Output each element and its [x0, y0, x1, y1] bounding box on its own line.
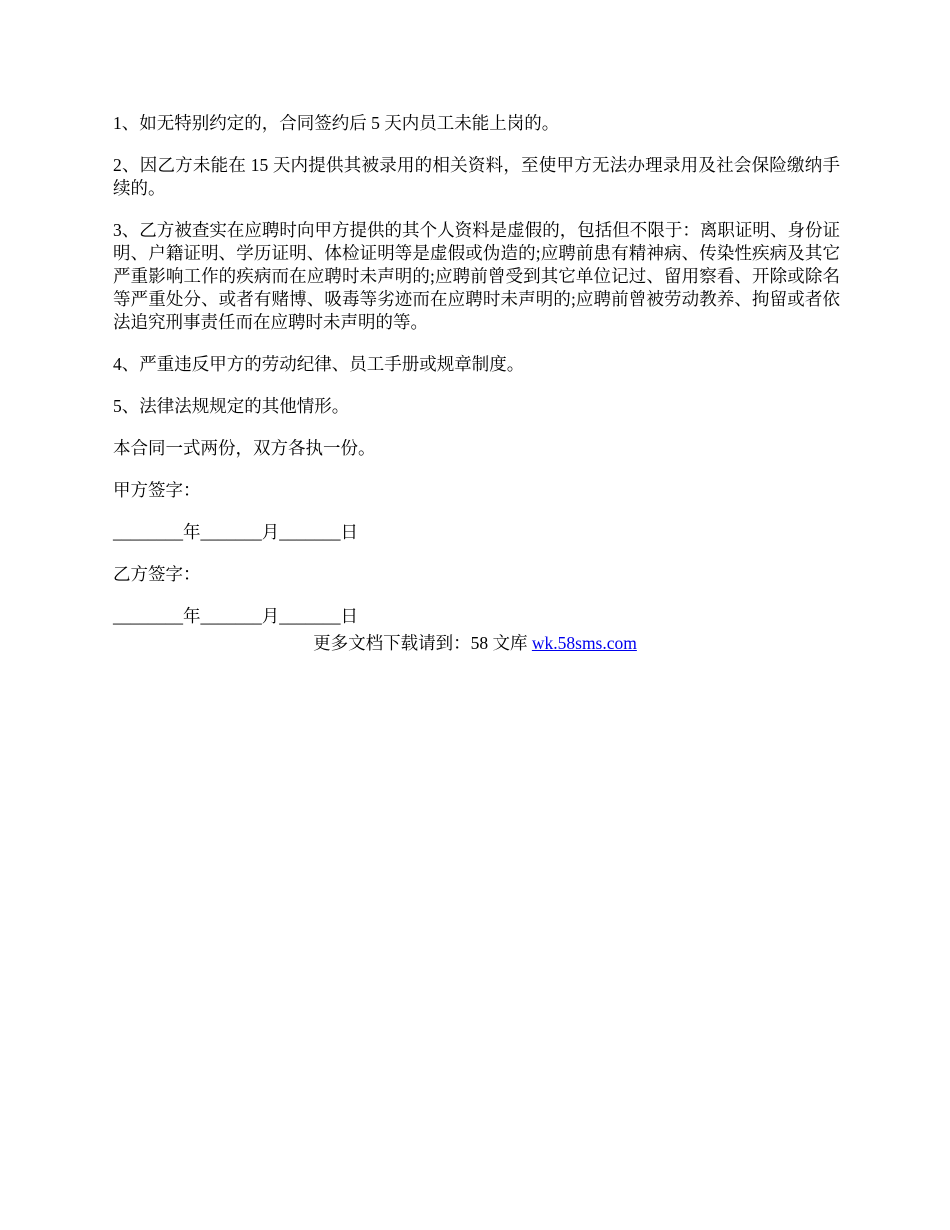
document-body — [113, 112, 840, 647]
party-b-signature-label: 乙方签字： — [113, 564, 201, 584]
copies-statement: 本合同一式两份，双方各执一份。 — [113, 438, 376, 458]
download-footer — [0, 632, 950, 655]
clause-1: 1、如无特别约定的，合同签约后 5 天内员工未能上岗的。 — [113, 113, 560, 133]
clause-4: 4、严重违反甲方的劳动纪律、员工手册或规章制度。 — [113, 354, 525, 374]
footer-link[interactable]: wk.58sms.com — [531, 633, 637, 653]
clause-2: 2、因乙方未能在 15 天内提供其被录用的相关资料，至使甲方无法办理录用及社会保险缴纳手续的。 — [113, 155, 840, 198]
clause-5: 5、法律法规规定的其他情形。 — [113, 396, 350, 416]
party-a-signature-label: 甲方签字： — [113, 480, 201, 500]
party-b-date-line: ________年_______月_______日 — [113, 606, 358, 626]
clause-3: 3、乙方被查实在应聘时向甲方提供的其个人资料是虚假的，包括但不限于：离职证明、身份证明、户籍证明、学历证明、体检证明等是虚假或伪造的;应聘前患有精神病、传染性疾病及其它严重影响工作的疾病而在应聘时未声明的;应聘前曾受到其它单位记过、留用察看、开除或除名等严重处分、或者有赌博、吸毒等劣迹而在应聘时未声明的;应聘前曾被劳动教养、拘留或者依法追究刑事责任而在应聘时未声明的等。 — [113, 220, 840, 332]
party-a-date-line: ________年_______月_______日 — [113, 522, 358, 542]
footer-text: 更多文档下载请到：58 文库 — [313, 633, 532, 653]
